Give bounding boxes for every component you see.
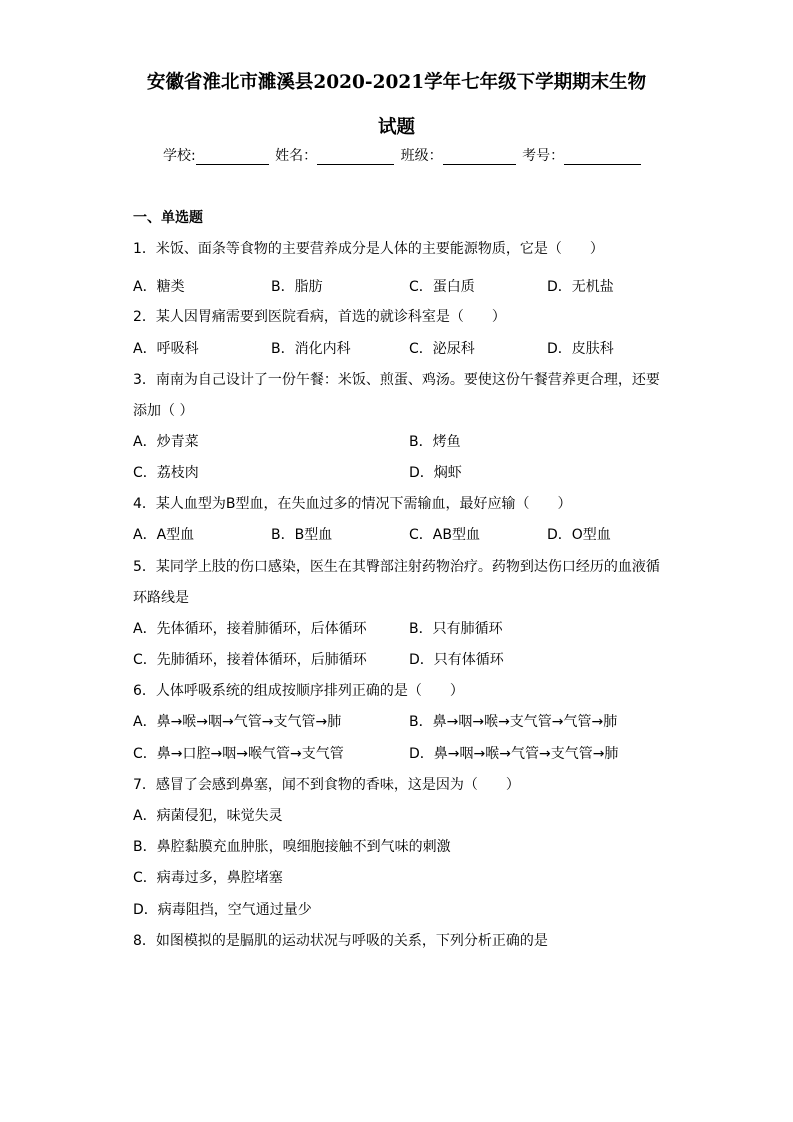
- option-a: A．炒青菜: [133, 434, 199, 450]
- option-b: B．B型血: [271, 527, 333, 543]
- question-stem: 5．某同学上肢的伤口感染，医生在其臀部注射药物治疗。药物到达伤口经历的血液循: [133, 559, 660, 575]
- option-a: A．糖类: [133, 279, 185, 295]
- option-b: B．鼻腔黏膜充血肿胀，嗅细胞接触不到气味的刺激: [133, 839, 451, 855]
- question-stem: 3．南南为自己设计了一份午餐：米饭、煎蛋、鸡汤。要使这份午餐营养更合理，还要: [133, 372, 660, 388]
- class-label: 班级：: [400, 148, 443, 164]
- option-c: C．先肺循环，接着体循环，后肺循环: [133, 652, 367, 668]
- option-b: B．烤鱼: [409, 434, 461, 450]
- option-b: B．只有肺循环: [409, 621, 503, 637]
- section-title: 一、单选题: [133, 210, 203, 226]
- school-label: 学校:: [163, 148, 196, 164]
- student-info-row: [163, 145, 643, 165]
- number-label: 考号：: [522, 148, 565, 164]
- option-a: A．鼻→喉→咽→气管→支气管→肺: [133, 714, 342, 730]
- option-c: C．蛋白质: [409, 279, 475, 295]
- question-stem-continued: 环路线是: [133, 590, 189, 606]
- option-c: C．荔枝肉: [133, 465, 199, 481]
- class-blank: [443, 150, 516, 165]
- question-stem: 8．如图模拟的是膈肌的运动状况与呼吸的关系，下列分析正确的是: [133, 933, 548, 949]
- page-title-continued: 试题: [377, 117, 415, 138]
- school-blank: [196, 150, 269, 165]
- number-blank: [564, 150, 641, 165]
- name-blank: [317, 150, 394, 165]
- question-stem: 7．感冒了会感到鼻塞，闻不到食物的香味，这是因为（ ）: [133, 777, 520, 793]
- name-label: 姓名：: [275, 148, 318, 164]
- option-c: C．病毒过多，鼻腔堵塞: [133, 870, 283, 886]
- question-stem: 1．米饭、面条等食物的主要营养成分是人体的主要能源物质，它是（ ）: [133, 241, 604, 257]
- option-a: A．A型血: [133, 527, 195, 543]
- option-b: B．消化内科: [271, 341, 351, 357]
- option-d: D．无机盐: [547, 279, 614, 295]
- option-d: D．焖虾: [409, 465, 462, 481]
- option-c: C．鼻→口腔→咽→喉气管→支气管: [133, 746, 344, 762]
- option-b: B．脂肪: [271, 279, 323, 295]
- question-stem-continued: 添加（ ）: [133, 403, 194, 419]
- option-a: A．病菌侵犯，味觉失灵: [133, 808, 283, 824]
- question-stem: 6．人体呼吸系统的组成按顺序排列正确的是（ ）: [133, 683, 464, 699]
- option-b: B．鼻→咽→喉→支气管→气管→肺: [409, 714, 618, 730]
- option-a: A．先体循环，接着肺循环，后体循环: [133, 621, 367, 637]
- option-c: C．泌尿科: [409, 341, 475, 357]
- option-d: D．鼻→咽→喉→气管→支气管→肺: [409, 746, 619, 762]
- option-d: D．病毒阻挡，空气通过量少: [133, 902, 312, 918]
- option-d: D．皮肤科: [547, 341, 614, 357]
- option-d: D．只有体循环: [409, 652, 504, 668]
- question-stem: 2．某人因胃痛需要到医院看病，首选的就诊科室是（ ）: [133, 309, 506, 325]
- option-a: A．呼吸科: [133, 341, 199, 357]
- page-title: 安徽省淮北市濉溪县2020-2021学年七年级下学期期末生物: [146, 72, 647, 93]
- option-d: D．O型血: [547, 527, 611, 543]
- question-stem: 4．某人血型为B型血，在失血过多的情况下需输血，最好应输（ ）: [133, 496, 572, 512]
- option-c: C．AB型血: [409, 527, 480, 543]
